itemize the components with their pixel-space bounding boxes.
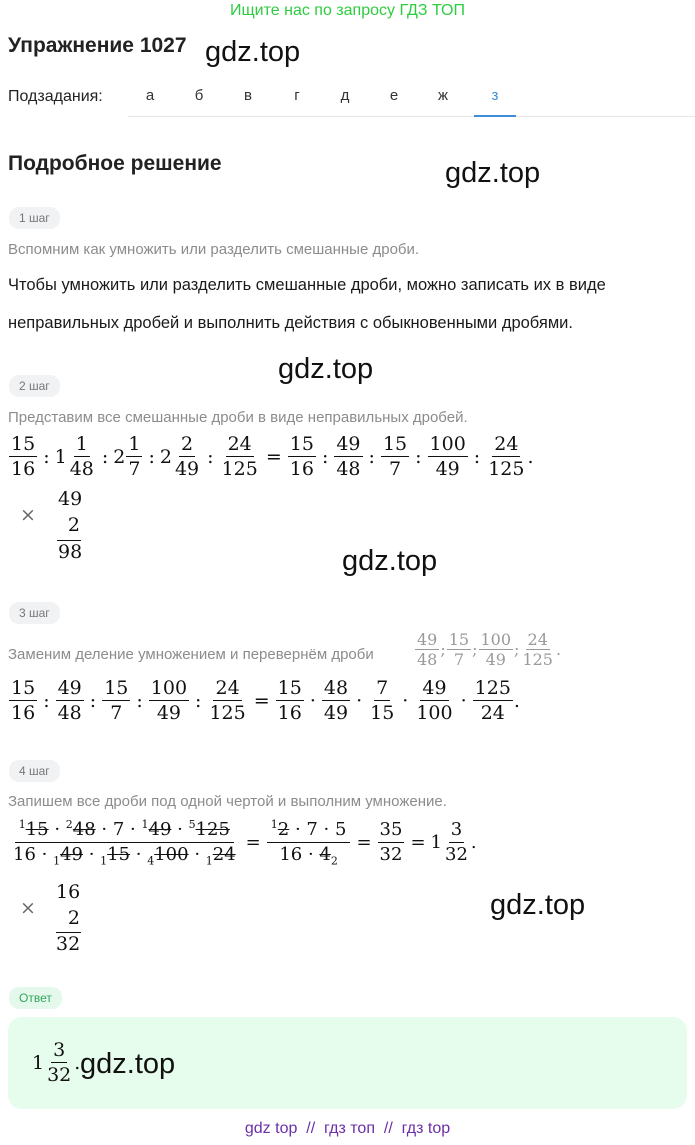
column-value: 2 <box>67 514 80 536</box>
step-hint: Заменим деление умножением и перевернём дроби <box>8 646 374 663</box>
search-banner[interactable]: Ищите нас по запросу ГДЗ ТОП <box>230 2 465 19</box>
subtask-tab-z[interactable]: з <box>474 87 516 117</box>
subtask-tab-v[interactable]: в <box>244 87 252 104</box>
watermark: gdz.top <box>445 157 541 189</box>
watermark: gdz.top <box>490 889 586 921</box>
answer-numerator: 3 <box>53 1039 66 1061</box>
multiply-sign: × <box>20 504 36 526</box>
step-badge: 1 шаг <box>9 207 60 229</box>
step-text: неправильных дробей и выполнить действия с обыкновенными дробями. <box>8 314 573 332</box>
answer-badge: Ответ <box>9 987 62 1009</box>
subtask-tab-a[interactable]: а <box>145 87 155 104</box>
multiply-sign: × <box>20 897 36 919</box>
footer-links[interactable]: gdz top // гдз топ // гдз top <box>244 1120 451 1137</box>
watermark: gdz.top <box>80 1048 176 1080</box>
column-value: 49 <box>58 488 83 510</box>
column-value: 32 <box>56 933 81 955</box>
step-badge: 3 шаг <box>9 602 60 624</box>
column-value: 98 <box>58 541 83 563</box>
step-text: Чтобы умножить или разделить смешанные дроби, можно записать их в виде <box>8 276 606 294</box>
column-value: 2 <box>67 907 80 929</box>
answer-denominator: 32 <box>47 1064 72 1086</box>
answer-whole: 1 <box>32 1051 45 1074</box>
step-hint: Представим все смешанные дроби в виде неправильных дробей. <box>8 409 468 426</box>
subtask-tabs <box>128 84 695 117</box>
equation: $\frac{^115 \cdot ^248 \cdot 7 \cdot ^149 \cdot ^5125}{16 \cdot _149 \cdot _115 \cdot _4100 \cdot _124}$ = $\frac{^12 \cdot 7 \cdot 5}{16 \cdot 4_2}$ = $\frac{35}{32}$ = 1 $\frac{3}{32}$ . <box>13 818 477 868</box>
step-hint: Запишем все дроби под одной чертой и выполним умножение. <box>8 793 447 810</box>
page-title: Упражнение 1027 <box>8 34 187 57</box>
step-badge: 2 шаг <box>9 375 60 397</box>
subtask-tab-zh[interactable]: ж <box>437 87 449 104</box>
subtask-tab-d[interactable]: д <box>340 87 350 104</box>
subtask-tab-g[interactable]: г <box>294 87 300 104</box>
subtask-tab-b[interactable]: б <box>194 87 204 104</box>
subtasks-label: Подзадания: <box>8 88 103 105</box>
section-title: Подробное решение <box>8 152 222 175</box>
answer-value: 1 $\frac{3}{32}$ . <box>32 1039 81 1086</box>
equation: $\frac{15}{16}$ : $\frac{49}{48}$ : $\frac{15}{7}$ : $\frac{100}{49}$ : $\frac{24}{125}$ = $\frac{15}{16}$ · $\frac{48}{49}$ · $\frac{7}{15}$ · $\frac{49}{100}$ · $\frac{125}{24}$ . <box>11 677 520 724</box>
subtask-tab-e[interactable]: е <box>389 87 399 104</box>
step-hint: Вспомним как умножить или разделить смешанные дроби. <box>8 241 420 258</box>
fractions-to-flip: $\frac{49}{48}$ ; $\frac{15}{7}$ ; $\frac{100}{49}$ ; $\frac{24}{125}$ . <box>417 630 562 669</box>
watermark: gdz.top <box>278 353 374 385</box>
step-badge: 4 шаг <box>9 760 60 782</box>
watermark: gdz.top <box>205 36 301 68</box>
column-value: 16 <box>56 881 81 903</box>
watermark: gdz.top <box>342 545 438 577</box>
equation: $\frac{15}{16}$ : 1 $\frac{1}{48}$ : 2 $\frac{1}{7}$ : 2 $\frac{2}{49}$ : $\frac{24}{125}$ = $\frac{15}{16}$ : $\frac{49}{48}$ : $\frac{15}{7}$ : $\frac{100}{49}$ : $\frac{24}{125}$ . <box>11 433 534 480</box>
